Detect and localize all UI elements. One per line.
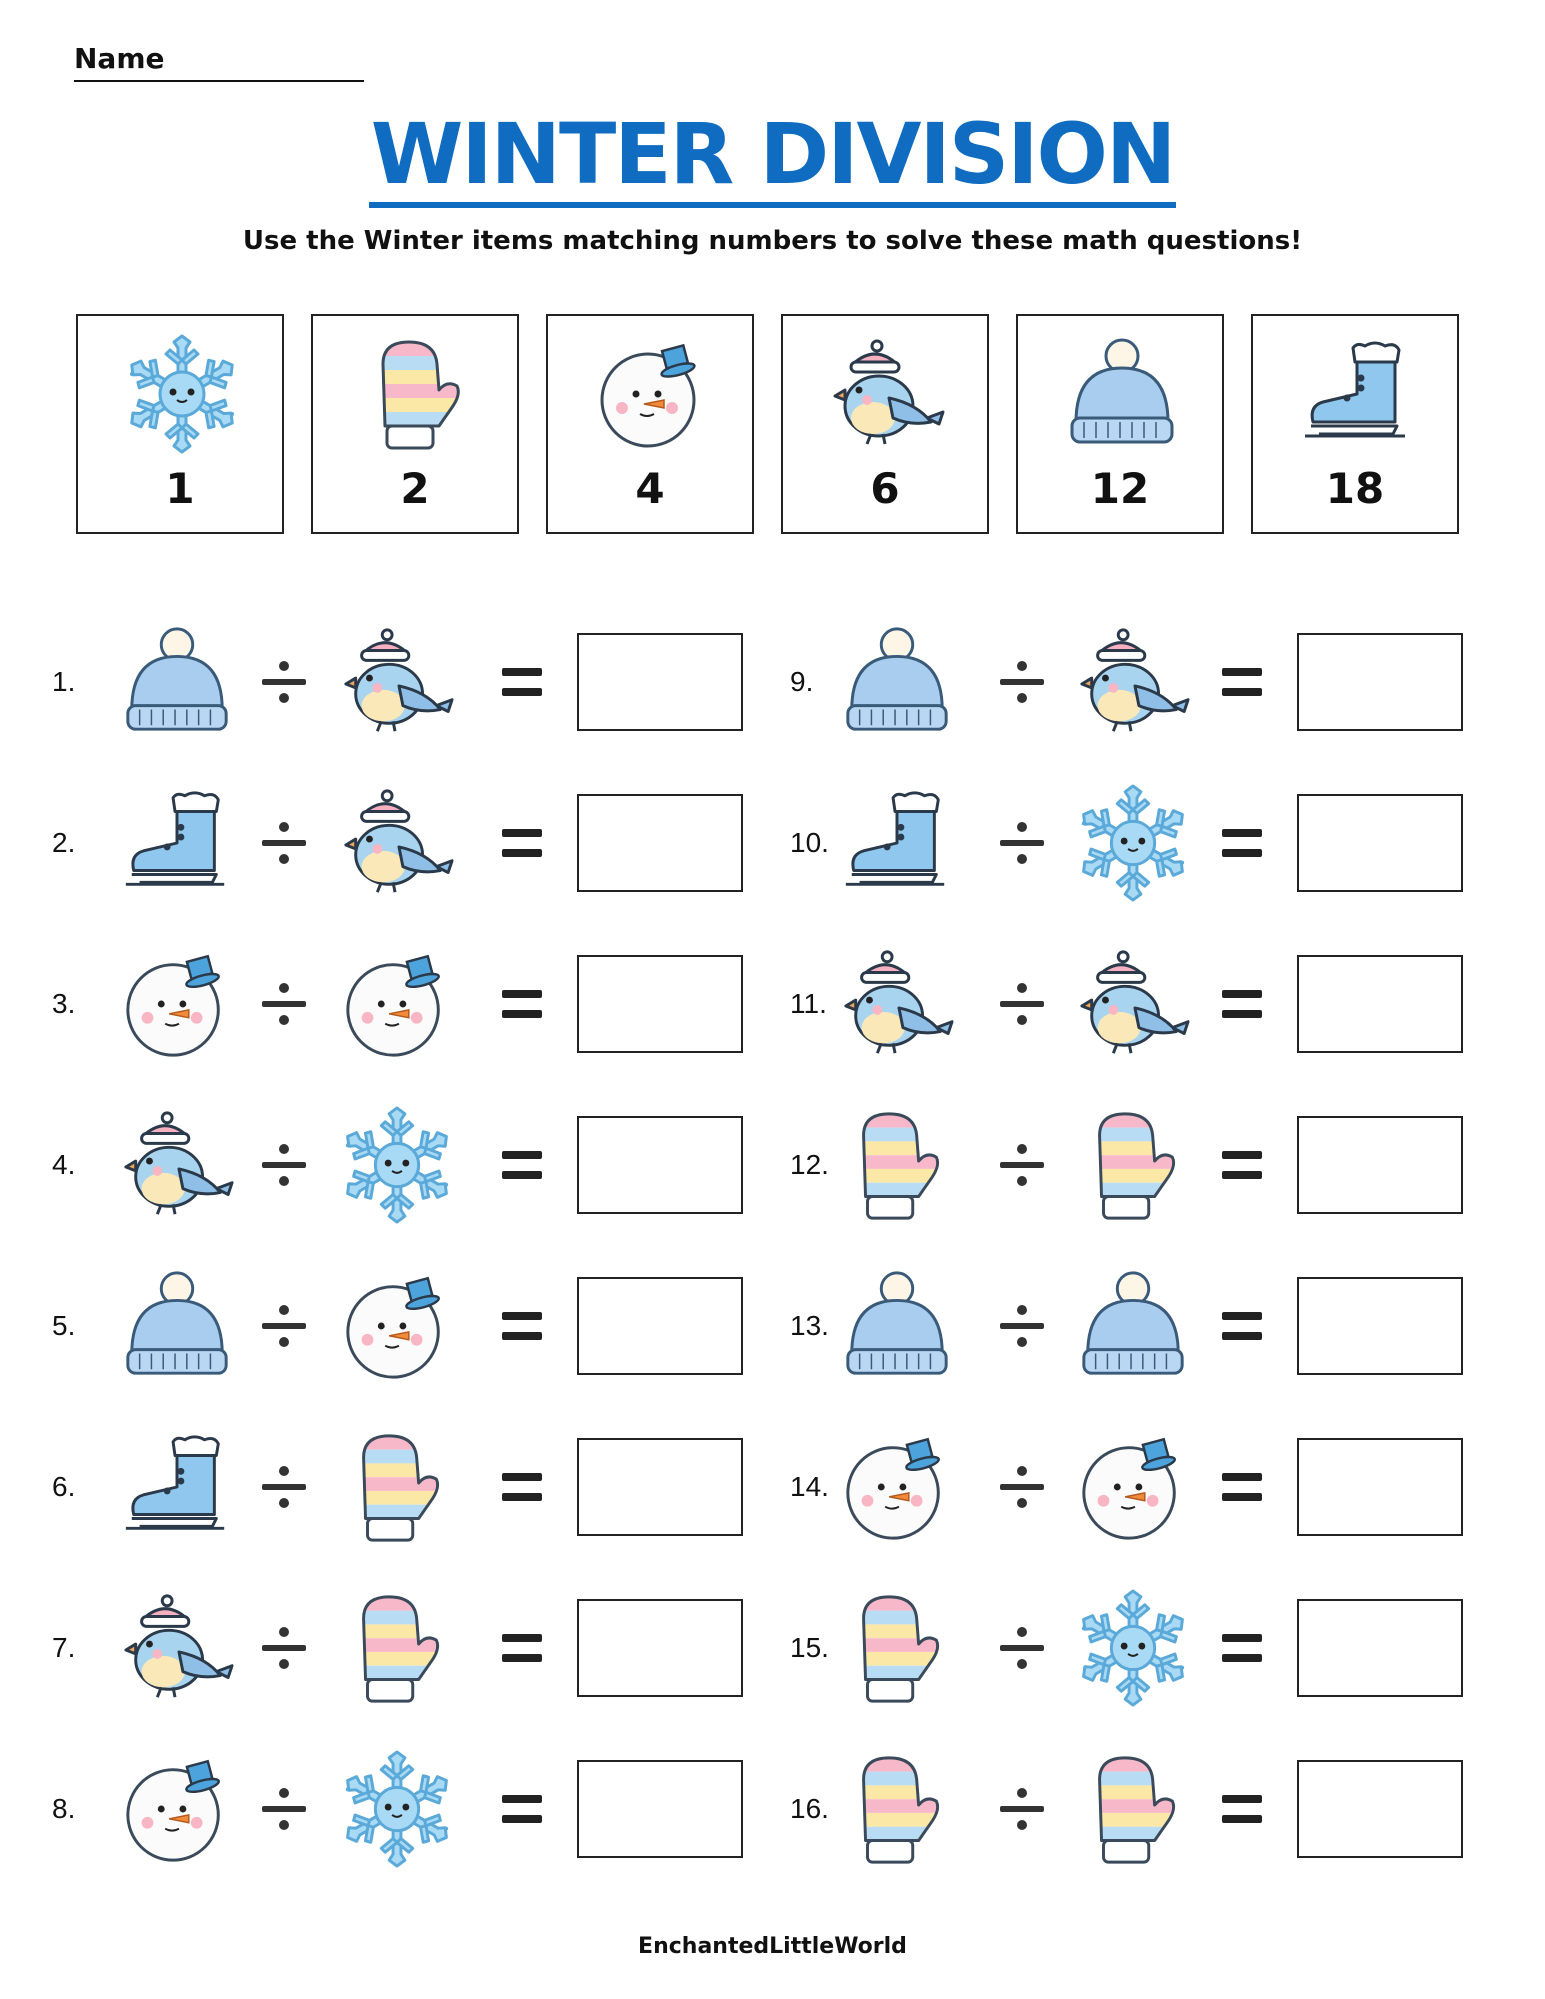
page-title: WINTER DIVISION (369, 106, 1177, 208)
key-value: 2 (400, 464, 430, 513)
equals-sign (1222, 990, 1262, 1018)
name-row (74, 42, 165, 75)
divide-sign (998, 658, 1046, 706)
question-number: 9. (790, 666, 814, 697)
key-value: 12 (1090, 464, 1150, 513)
hat-icon (118, 623, 236, 741)
divide-sign (998, 819, 1046, 867)
mitten-icon (838, 1589, 956, 1707)
divide-sign (260, 980, 308, 1028)
mitten-icon (357, 334, 477, 454)
answer-box[interactable] (1297, 1277, 1463, 1375)
key-card (546, 314, 754, 534)
equals-sign (502, 1151, 542, 1179)
hat-icon (838, 1267, 956, 1385)
equals-sign (1222, 1795, 1262, 1823)
divide-sign (260, 1141, 308, 1189)
key-value: 1 (165, 464, 195, 513)
key-card (1016, 314, 1224, 534)
question-number: 1. (52, 666, 76, 697)
key-value: 18 (1325, 464, 1385, 513)
answer-box[interactable] (577, 955, 743, 1053)
snowflake-icon (122, 334, 242, 454)
snowflake-icon (1074, 784, 1192, 902)
mitten-icon (838, 1750, 956, 1868)
divide-sign (998, 1463, 1046, 1511)
snowman-icon (338, 1267, 456, 1385)
question-number: 14. (790, 1471, 829, 1502)
divide-sign (260, 819, 308, 867)
bird-icon (118, 1106, 236, 1224)
snowman-icon (592, 334, 712, 454)
snowflake-icon (1074, 1589, 1192, 1707)
hat-icon (118, 1267, 236, 1385)
bird-icon (118, 1589, 236, 1707)
answer-box[interactable] (1297, 1438, 1463, 1536)
question-number: 5. (52, 1310, 76, 1341)
equals-sign (1222, 1312, 1262, 1340)
equals-sign (502, 1634, 542, 1662)
key-card (76, 314, 284, 534)
key-card (311, 314, 519, 534)
equals-sign (1222, 829, 1262, 857)
key-value: 6 (870, 464, 900, 513)
equals-sign (1222, 1151, 1262, 1179)
question-number: 8. (52, 1793, 76, 1824)
answer-box[interactable] (577, 1599, 743, 1697)
snowman-icon (338, 945, 456, 1063)
snowman-icon (838, 1428, 956, 1546)
hat-icon (1062, 334, 1182, 454)
question-number: 2. (52, 827, 76, 858)
equals-sign (502, 990, 542, 1018)
equals-sign (1222, 1634, 1262, 1662)
equals-sign (502, 1473, 542, 1501)
key-card (1251, 314, 1459, 534)
question-number: 12. (790, 1149, 829, 1180)
divide-sign (998, 1141, 1046, 1189)
equals-sign (502, 668, 542, 696)
skate-icon (118, 784, 236, 902)
bird-icon (1074, 945, 1192, 1063)
skate-icon (118, 1428, 236, 1546)
mitten-icon (838, 1106, 956, 1224)
answer-box[interactable] (577, 1438, 743, 1536)
divide-sign (260, 1785, 308, 1833)
mitten-icon (1074, 1106, 1192, 1224)
key-value: 4 (635, 464, 665, 513)
question-number: 15. (790, 1632, 829, 1663)
mitten-icon (1074, 1750, 1192, 1868)
question-number: 7. (52, 1632, 76, 1663)
answer-box[interactable] (1297, 633, 1463, 731)
skate-icon (838, 784, 956, 902)
answer-box[interactable] (1297, 955, 1463, 1053)
mitten-icon (338, 1589, 456, 1707)
question-number: 3. (52, 988, 76, 1019)
answer-box[interactable] (577, 1277, 743, 1375)
question-number: 6. (52, 1471, 76, 1502)
hat-icon (838, 623, 956, 741)
bird-icon (838, 945, 956, 1063)
name-field[interactable] (74, 80, 364, 82)
name-label: Name (74, 42, 165, 75)
answer-box[interactable] (1297, 1599, 1463, 1697)
answer-box[interactable] (577, 633, 743, 731)
snowflake-icon (338, 1750, 456, 1868)
answer-box[interactable] (577, 1116, 743, 1214)
divide-sign (998, 1302, 1046, 1350)
equals-sign (502, 1312, 542, 1340)
equals-sign (502, 829, 542, 857)
question-number: 11. (790, 988, 827, 1019)
bird-icon (338, 784, 456, 902)
divide-sign (260, 1302, 308, 1350)
bird-icon (338, 623, 456, 741)
divide-sign (998, 980, 1046, 1028)
divide-sign (260, 658, 308, 706)
mitten-icon (338, 1428, 456, 1546)
key-card (781, 314, 989, 534)
question-number: 4. (52, 1149, 76, 1180)
equals-sign (502, 1795, 542, 1823)
divide-sign (260, 1624, 308, 1672)
bird-icon (827, 334, 947, 454)
answer-box[interactable] (577, 794, 743, 892)
question-number: 16. (790, 1793, 829, 1824)
snowflake-icon (338, 1106, 456, 1224)
instructions: Use the Winter items matching numbers to solve these math questions! (242, 226, 1303, 256)
divide-sign (998, 1785, 1046, 1833)
bird-icon (1074, 623, 1192, 741)
snowman-icon (1074, 1428, 1192, 1546)
question-number: 10. (790, 827, 829, 858)
answer-box[interactable] (1297, 794, 1463, 892)
snowman-icon (118, 945, 236, 1063)
divide-sign (998, 1624, 1046, 1672)
footer-brand: EnchantedLittleWorld (638, 1934, 907, 1959)
equals-sign (1222, 1473, 1262, 1501)
equals-sign (1222, 668, 1262, 696)
question-number: 13. (790, 1310, 829, 1341)
answer-box[interactable] (1297, 1760, 1463, 1858)
answer-box[interactable] (1297, 1116, 1463, 1214)
skate-icon (1297, 334, 1417, 454)
snowman-icon (118, 1750, 236, 1868)
answer-box[interactable] (577, 1760, 743, 1858)
divide-sign (260, 1463, 308, 1511)
page-title-wrap (0, 106, 1545, 208)
hat-icon (1074, 1267, 1192, 1385)
